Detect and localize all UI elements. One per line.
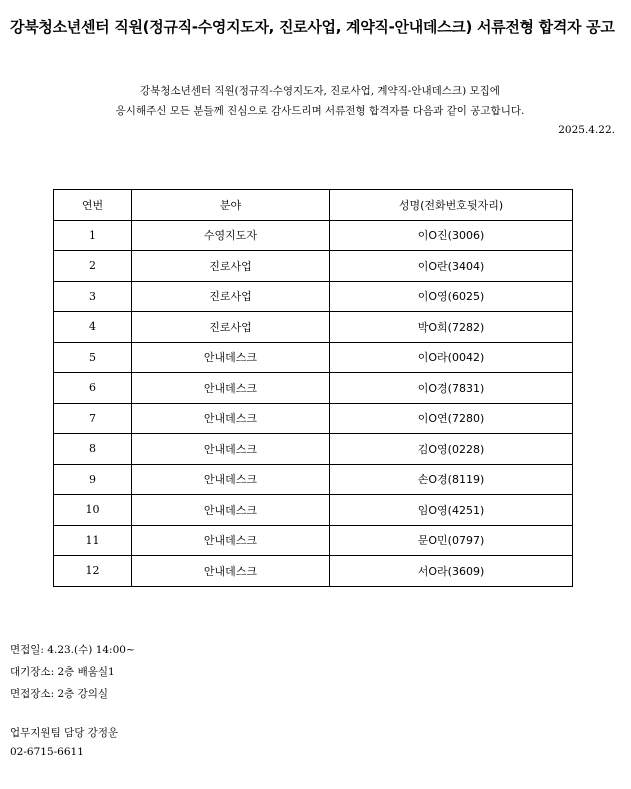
row-number: 2	[54, 251, 132, 282]
row-number: 6	[54, 373, 132, 404]
row-name: 이O연(7280)	[330, 403, 573, 434]
header-field: 분야	[132, 190, 330, 221]
page-title: 강북청소년센터 직원(정규직-수영지도자, 진로사업, 계약직-안내데스크) 서류전형 합격자 공고	[10, 18, 615, 36]
table-row	[54, 556, 573, 587]
row-name: 김O영(0228)	[330, 434, 573, 465]
table-row	[54, 525, 573, 556]
header-name: 성명(전화번호뒷자리)	[330, 190, 573, 221]
row-field: 안내데스크	[132, 464, 330, 495]
row-number: 11	[54, 525, 132, 556]
row-field: 안내데스크	[132, 556, 330, 587]
table-row	[54, 495, 573, 526]
row-field: 진로사업	[132, 281, 330, 312]
table-row	[54, 312, 573, 343]
row-name: 이O라(0042)	[330, 342, 573, 373]
row-field: 진로사업	[132, 251, 330, 282]
row-number: 10	[54, 495, 132, 526]
table-row	[54, 281, 573, 312]
row-name: 이O영(6025)	[330, 281, 573, 312]
row-field: 안내데스크	[132, 495, 330, 526]
interview-date: 면접일: 4.23.(수) 14:00~	[10, 644, 135, 656]
row-number: 1	[54, 220, 132, 251]
table-row	[54, 342, 573, 373]
results-table	[53, 189, 573, 587]
table-row	[54, 403, 573, 434]
interview-place: 면접장소: 2층 강의실	[10, 688, 109, 700]
row-name: 서O라(3609)	[330, 556, 573, 587]
row-number: 12	[54, 556, 132, 587]
row-name: 이O란(3404)	[330, 251, 573, 282]
table-row	[54, 434, 573, 465]
table-row	[54, 464, 573, 495]
row-field: 수영지도자	[132, 220, 330, 251]
intro-line-2: 응시해주신 모든 분들께 진심으로 감사드리며 서류전형 합격자를 다음과 같이 공고합니다.	[115, 105, 525, 117]
row-number: 4	[54, 312, 132, 343]
row-name: 이O진(3006)	[330, 220, 573, 251]
row-number: 5	[54, 342, 132, 373]
table-row	[54, 373, 573, 404]
row-name: 박O희(7282)	[330, 312, 573, 343]
row-name: 임O영(4251)	[330, 495, 573, 526]
row-name: 문O민(0797)	[330, 525, 573, 556]
announcement-date: 2025.4.22.	[558, 124, 615, 136]
row-number: 8	[54, 434, 132, 465]
row-name: 손O경(8119)	[330, 464, 573, 495]
waiting-place: 대기장소: 2층 배움실1	[10, 666, 115, 678]
table-row	[54, 251, 573, 282]
header-number: 연번	[54, 190, 132, 221]
row-name: 이O경(7831)	[330, 373, 573, 404]
row-number: 9	[54, 464, 132, 495]
row-number: 7	[54, 403, 132, 434]
row-field: 진로사업	[132, 312, 330, 343]
row-field: 안내데스크	[132, 403, 330, 434]
row-field: 안내데스크	[132, 525, 330, 556]
row-field: 안내데스크	[132, 434, 330, 465]
row-field: 안내데스크	[132, 342, 330, 373]
table-row	[54, 220, 573, 251]
row-number: 3	[54, 281, 132, 312]
table-header-row	[54, 190, 573, 221]
contact-phone: 02-6715-6611	[10, 746, 84, 758]
row-field: 안내데스크	[132, 373, 330, 404]
intro-line-1: 강북청소년센터 직원(정규직-수영지도자, 진로사업, 계약직-안내데스크) 모집에	[140, 85, 500, 97]
contact-person: 업무지원팀 담당 강정운	[10, 727, 119, 739]
